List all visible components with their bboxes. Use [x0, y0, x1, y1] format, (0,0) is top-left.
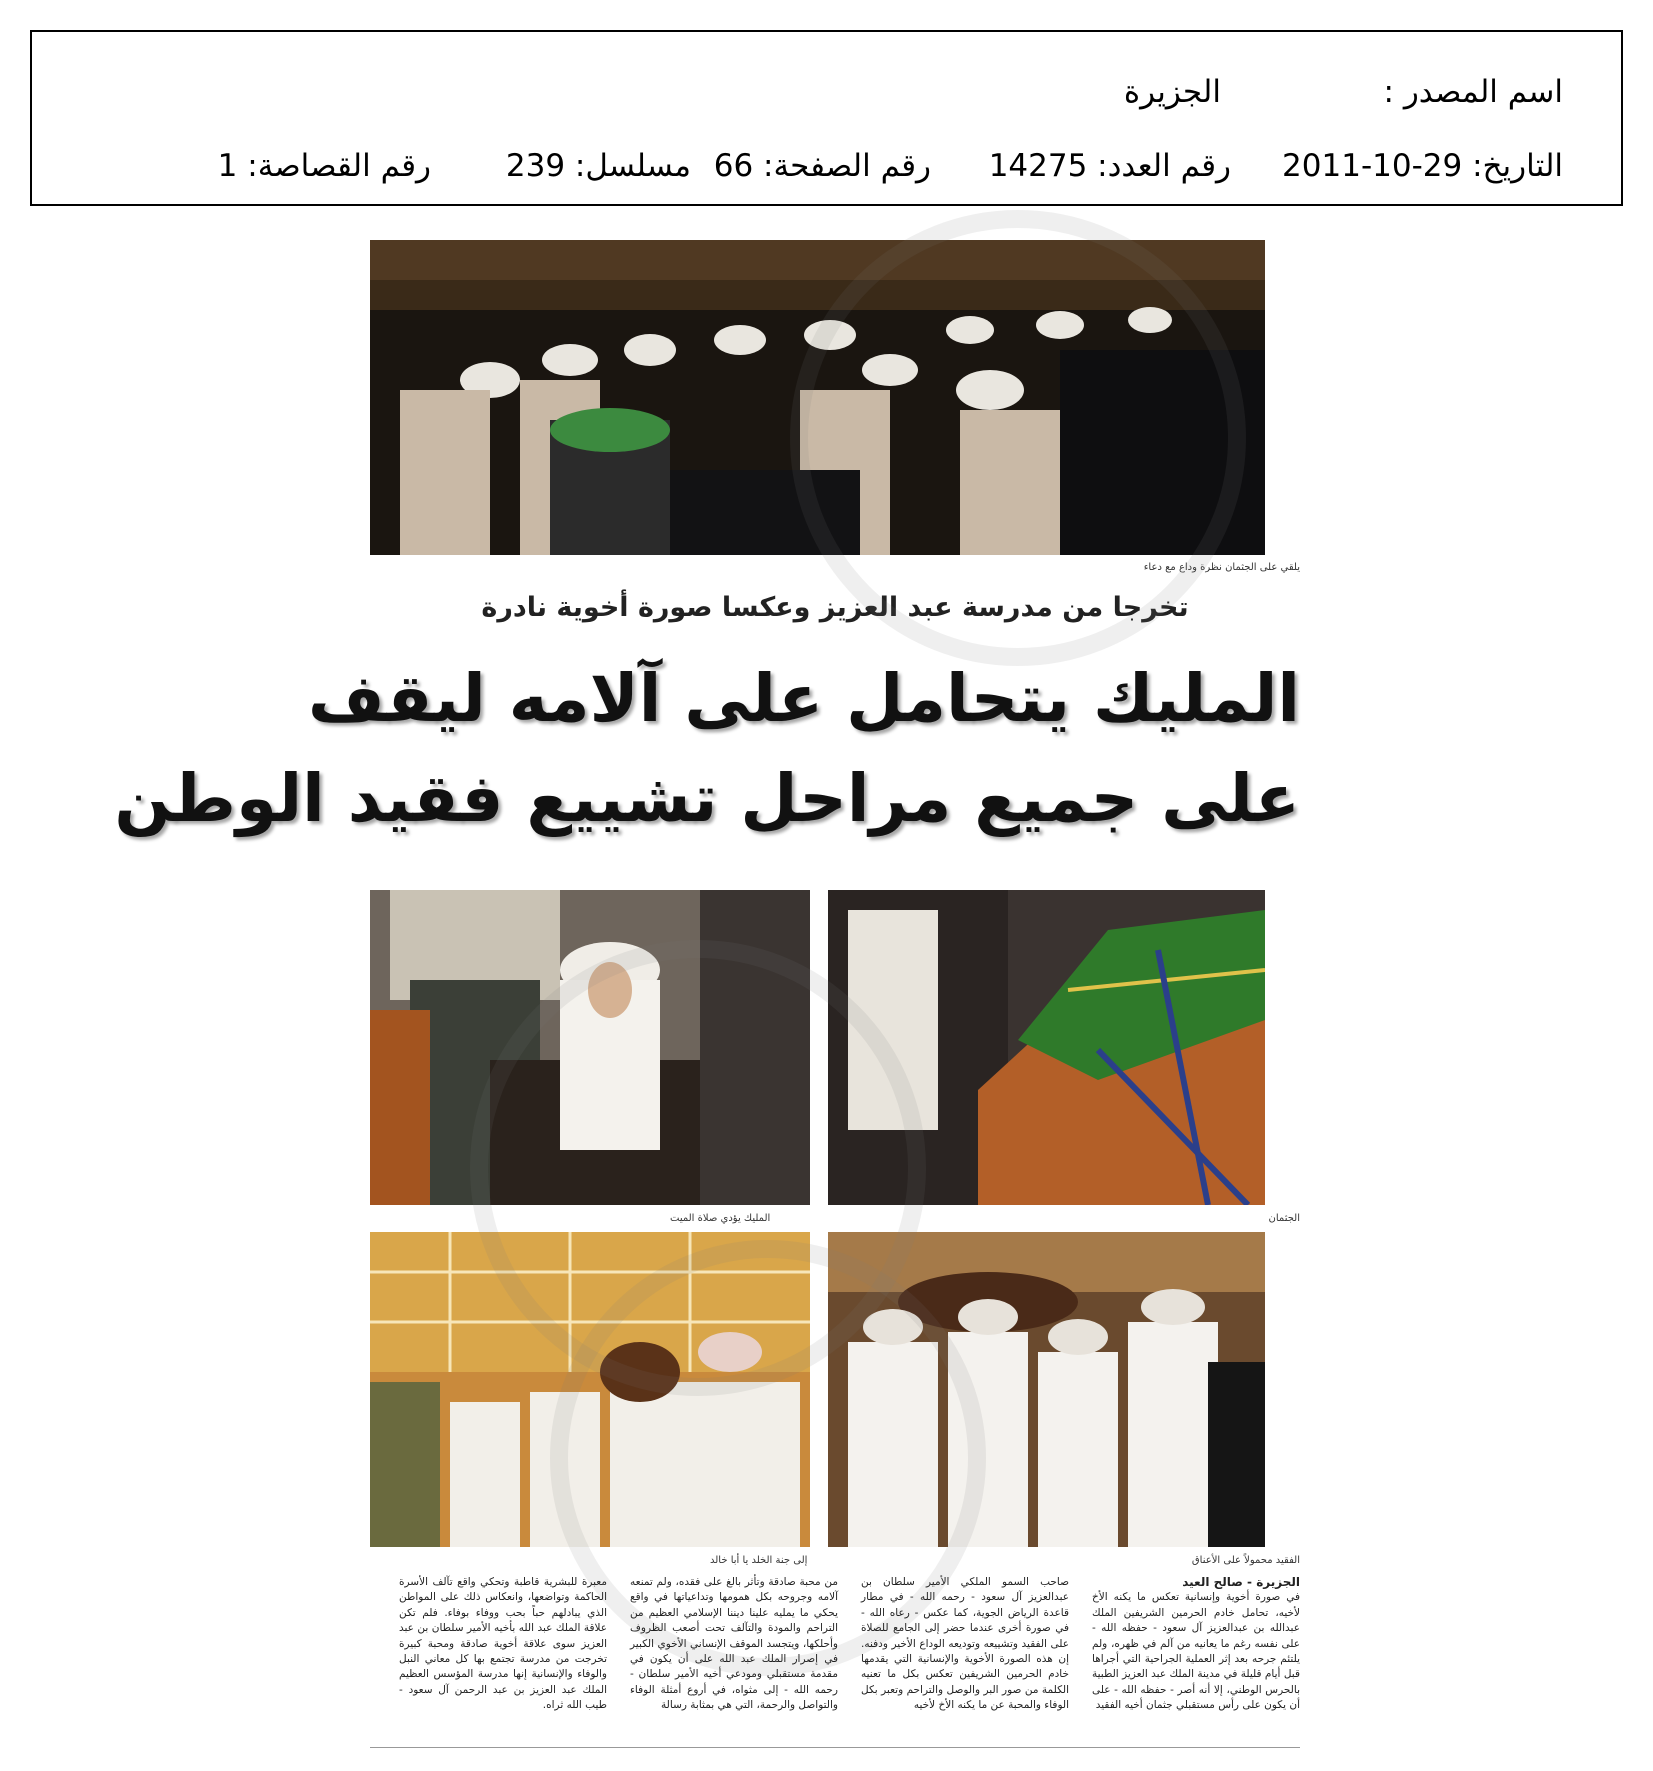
column-text: من محبة صادقة وتأثر بالغ على فقده، ولم تمنعه آلامه وجروحه بكل همومها وتداعياتها في واقع يحكي ما يمليه علينا ديننا الإسلامي العظيم من التراحم والمودة والتآلف تحت أصعب الظروف وأحلكها، ويتجسد الموقف الإنساني الأخوي الكبير في إصرار الملك عبد الله على أن يكون في مقدمة مستقبلي ومودعي أخيه الأمير سلطان - رحمه الله - إلى مثواه، في أروع أمثلة الوفاء والتواصل والرحمة، التي هي بمثابة رسالة: [630, 1576, 838, 1712]
issue-number-field: رقم العدد: 14275: [988, 148, 1231, 184]
column-text: في صورة أخوية وإنسانية تعكس ما يكنه الأخ لأخيه، تحامل خادم الحرمين الشريفين الملك عبدالله بن عبدالعزيز آل سعود - حفظه الله - على نفسه رغم ما يعانيه من آلم في ظهره، ولم يلتئم جرحه بعد إثر العملية الجراحية التي أجراها قبل أيام قليلة في مدينة الملك عبد العزيز الطبية بالحرس الوطني، إلا أنه أصر - حفظه الله - على أن يكون على رأس مستقبلي جثمان أخيه الفقيد: [1092, 1591, 1300, 1712]
photo-caption: يلقي على الجثمان نظرة وداع مع دعاء: [1143, 562, 1300, 573]
byline: الجزيرة - صالح العيد: [1182, 1575, 1300, 1589]
date-field: التاريخ: 29-10-2011: [1282, 148, 1563, 184]
photo-caption: إلى جنة الخلد يا أبا خالد: [710, 1555, 808, 1566]
page-number-field: رقم الصفحة: 66: [713, 148, 931, 184]
clip-number-field: رقم القصاصة: 1: [217, 148, 431, 184]
article-column-1: [1092, 1575, 1300, 1714]
carried-coffin-photo: [828, 1232, 1265, 1547]
kicker-headline: تخرجا من مدرسة عبد العزيز وعكسا صورة أخوية نادرة: [481, 592, 1189, 623]
newspaper-clipping: [114, 240, 1300, 1750]
main-headline-line-1: المليك يتحامل على آلامه ليقف: [307, 660, 1300, 737]
source-value: الجزيرة: [1123, 74, 1221, 110]
mosque-photo: [370, 1232, 810, 1547]
bottom-rule: [370, 1747, 1300, 1748]
column-text: معبرة للبشرية قاطبة وتحكي واقع تآلف الأسرة الحاكمة وتواضعها، وانعكاس ذلك على المواطن الذي يبادلهم حباً بحب ووفاء بوفاء. فلم تكن علاقة الملك عبد الله بأخيه الأمير سلطان بن عبد العزيز سوى علاقة أخوية صادقة ومحبة كبيرة تخرجت من مدرسة تجتمع بها كل معاني النبل والوفاء والإنسانية إنها مدرسة المؤسس العظيم الملك عبد العزيز بن عبد الرحمن آل سعود - طيب الله ثراه.: [399, 1576, 607, 1712]
top-photo: [370, 240, 1265, 555]
photo-caption: الفقيد محمولاً على الأعناق: [1191, 1555, 1300, 1566]
article-body: [370, 1575, 1300, 1745]
column-text: صاحب السمو الملكي الأمير سلطان بن عبدالعزيز آل سعود - رحمه الله - في مطار قاعدة الرياض الجوية، كما عكس - رعاه الله - في صورة أخرى عندما حضر إلى الجامع للصلاة على الفقيد وتشييعه وتوديعه الوداع الأخير ودفنه. إن هذه الصورة الأخوية والإنسانية التي يقدمها خادم الحرمين الشريفين تعكس بكل ما تعنيه الكلمة من صور البر والوصل والتراحم وتعبر بكل الوفاء والمحبة عن ما يكنه الأخ لأخيه: [861, 1576, 1069, 1712]
article-column-3: [630, 1575, 838, 1714]
coffin-photo: [828, 890, 1265, 1205]
serial-field: مسلسل: 239: [505, 148, 691, 184]
source-label: اسم المصدر :: [1383, 74, 1563, 110]
king-prayer-photo: [370, 890, 810, 1205]
photo-caption: الجثمان: [1268, 1213, 1300, 1224]
clipping-info-box: [30, 30, 1623, 206]
main-headline-line-2: على جميع مراحل تشييع فقيد الوطن: [114, 760, 1300, 837]
article-column-2: [861, 1575, 1069, 1714]
article-column-4: [399, 1575, 607, 1714]
photo-caption: المليك يؤدي صلاة الميت: [670, 1213, 771, 1224]
